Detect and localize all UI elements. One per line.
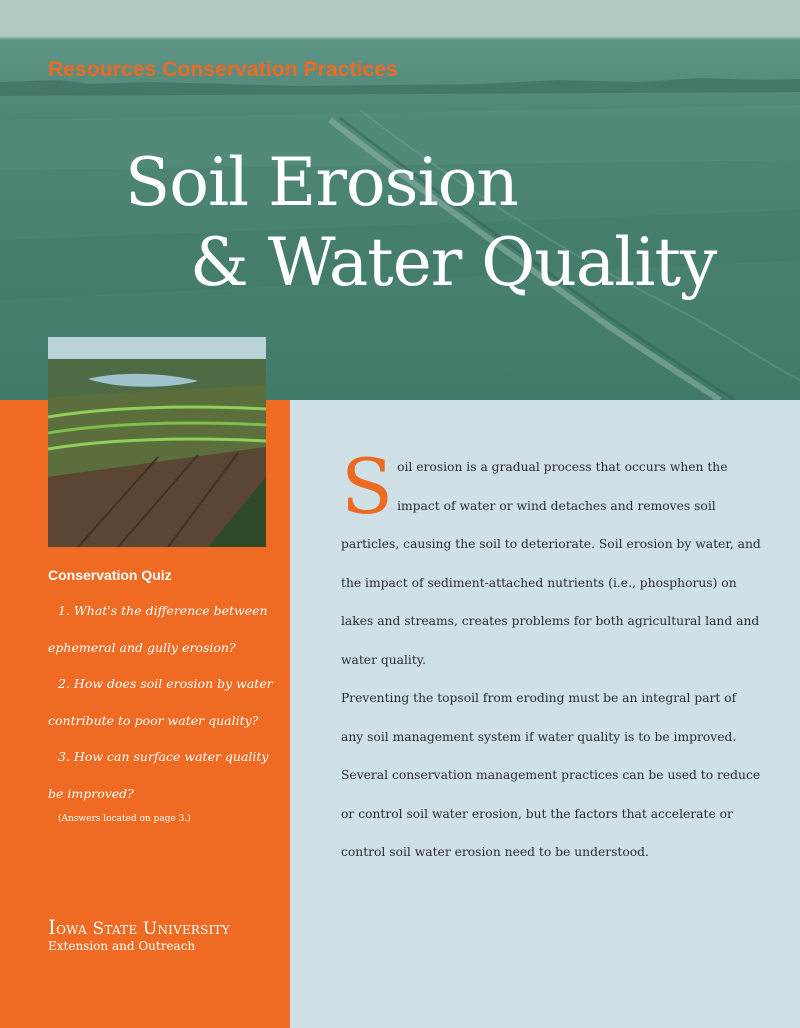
quiz-question-list bbox=[48, 593, 278, 812]
answers-note: (Answers located on page 3.) bbox=[58, 814, 191, 824]
quiz-question-text: What's the difference between ephemeral and gully erosion? bbox=[48, 603, 268, 655]
quiz-heading: Conservation Quiz bbox=[48, 567, 172, 583]
university-name-initial: I bbox=[48, 915, 57, 939]
quiz-question-number: 3. bbox=[58, 749, 70, 764]
title-line-1: Soil Erosion bbox=[125, 144, 518, 221]
title-line-2: & Water Quality bbox=[190, 224, 717, 301]
paragraph-2: Preventing the topsoil from eroding must be an integral part of any soil management system if water quality is to be improved. Several conservation management practices can be used to reduce or control soil water erosion, but the factors that accelerate or control soil water erosion need to be understood. bbox=[341, 691, 761, 859]
quiz-question bbox=[48, 739, 278, 812]
conservation-quiz bbox=[48, 567, 278, 824]
drop-cap: S bbox=[341, 442, 394, 531]
quiz-question-text: How can surface water quality be improved? bbox=[48, 749, 269, 801]
paragraph-1 bbox=[341, 442, 761, 679]
paragraph-1-text: oil erosion is a gradual process that occurs when the impact of water or wind detaches and removes soil particles, causing the soil to deteriorate. Soil erosion by water, and the impact of sediment-attached nutrients (i.e., phosphorus) on lakes and streams, creates problems for both agricultural land and water quality. bbox=[341, 460, 761, 667]
quiz-question bbox=[48, 666, 278, 739]
university-name-rest: owa State University bbox=[56, 919, 230, 939]
aerial-contour-photo bbox=[48, 337, 266, 547]
article-body bbox=[341, 442, 761, 872]
quiz-question-text: How does soil erosion by water contribute to poor water quality? bbox=[48, 676, 273, 728]
series-title: Resources Conservation Practices bbox=[48, 58, 398, 81]
quiz-question-number: 2. bbox=[58, 676, 70, 691]
quiz-question-number: 1. bbox=[58, 603, 70, 618]
university-logo bbox=[48, 917, 230, 953]
university-name bbox=[48, 917, 230, 938]
quiz-question bbox=[48, 593, 278, 666]
extension-unit: Extension and Outreach bbox=[48, 939, 196, 953]
